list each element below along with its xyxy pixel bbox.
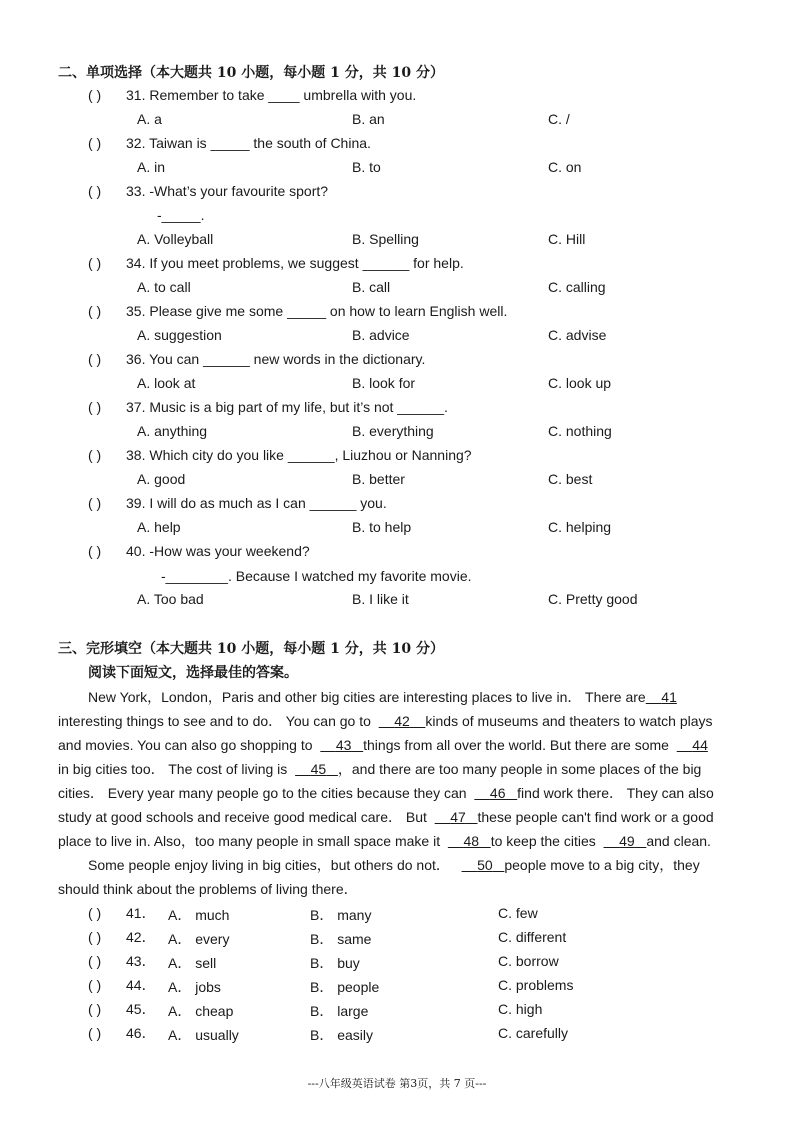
option-a: A． every [168, 931, 230, 947]
option-a: A． jobs [168, 979, 221, 995]
option-c: C. few [498, 905, 538, 921]
question-40-stem: 40. -How was your weekend? [126, 543, 310, 559]
question-46-number: 46． [126, 1025, 156, 1041]
answer-bracket: ( ) [88, 953, 102, 969]
option-a: A． cheap [168, 1003, 234, 1019]
option-a: A. a [137, 111, 162, 127]
passage-line: study at good schools and receive good medical care． But 47 these people can't find work or a good [58, 809, 714, 825]
section-2-title: 二、单项选择（本大题共 10 小题，每小题 1 分，共 10 分） [58, 65, 444, 81]
option-c: C. Pretty good [548, 591, 638, 607]
answer-bracket: ( ) [88, 905, 102, 921]
answer-bracket: ( ) [88, 1025, 102, 1041]
passage-line: should think about the problems of living there． [58, 881, 358, 897]
page-footer: ---八年级英语试卷 第3页，共 7 页--- [307, 1077, 487, 1090]
answer-bracket: ( ) [88, 543, 102, 559]
option-c: C. Hill [548, 231, 586, 247]
option-c: C. / [548, 111, 570, 127]
answer-bracket: ( ) [88, 447, 102, 463]
section-3-instruction: 阅读下面短文，选择最佳的答案。 [88, 665, 298, 681]
option-c: C. best [548, 471, 593, 487]
blank-47: 47 [450, 809, 466, 825]
question-32-stem: 32. Taiwan is _____ the south of China. [126, 135, 371, 151]
question-36-stem: 36. You can ______ new words in the dictionary. [126, 351, 426, 367]
option-a: A. look at [137, 375, 196, 391]
answer-bracket: ( ) [88, 303, 102, 319]
option-b: B． same [310, 931, 372, 947]
question-41-number: 41． [126, 905, 156, 921]
option-c: C. look up [548, 375, 612, 391]
option-c: C. borrow [498, 953, 559, 969]
option-a: A. good [137, 471, 186, 487]
option-c: C. carefully [498, 1025, 569, 1041]
option-b: B. to help [352, 519, 412, 535]
option-b: B. to [352, 159, 381, 175]
blank-49: 49 [619, 833, 635, 849]
option-a: A. anything [137, 423, 208, 439]
answer-bracket: ( ) [88, 87, 102, 103]
answer-bracket: ( ) [88, 183, 102, 199]
option-a: A． usually [168, 1027, 239, 1043]
answer-bracket: ( ) [88, 399, 102, 415]
option-a: A. in [137, 159, 166, 175]
option-a: A. Volleyball [137, 231, 214, 247]
passage-line: New York，London，Paris and other big cities are interesting places to live in． There are 41 [88, 689, 677, 705]
question-33-response: -_____. [157, 207, 205, 223]
option-b: B． large [310, 1003, 369, 1019]
option-b: B. I like it [352, 591, 409, 607]
question-38-stem: 38. Which city do you like ______, Liuzhou or Nanning? [126, 447, 472, 463]
blank-44: 44 [692, 737, 708, 753]
option-a: A. to call [137, 279, 191, 295]
blank-43: 43 [335, 737, 352, 753]
question-35-stem: 35. Please give me some _____ on how to learn English well. [126, 303, 508, 319]
option-a: A. Too bad [137, 591, 204, 607]
option-a: A． sell [168, 955, 217, 971]
answer-bracket: ( ) [88, 977, 102, 993]
question-43-number: 43． [126, 953, 156, 969]
question-37-stem: 37. Music is a big part of my life, but it’s not ______. [126, 399, 448, 415]
option-c: C. problems [498, 977, 574, 993]
answer-bracket: ( ) [88, 255, 102, 271]
option-c: C. different [498, 929, 567, 945]
question-39-stem: 39. I will do as much as I can ______ you. [126, 495, 387, 511]
question-34-stem: 34. If you meet problems, we suggest ______ for help. [126, 255, 464, 271]
passage-line: cities． Every year many people go to the cities because they can 46 find work there． They can also [58, 785, 714, 801]
answer-bracket: ( ) [88, 135, 102, 151]
blank-50: 50 [477, 857, 493, 873]
blank-45: 45 [310, 761, 327, 777]
option-b: B. look for [352, 375, 416, 391]
passage-line: in big cities too． The cost of living is 45 ，and there are too many people in some places of the big [58, 761, 702, 777]
blank-48: 48 [463, 833, 480, 849]
option-b: B. an [352, 111, 385, 127]
question-40-response: -________. Because I watched my favorite movie. [161, 568, 472, 584]
option-c: C. nothing [548, 423, 612, 439]
answer-bracket: ( ) [88, 1001, 102, 1017]
option-b: B. advice [352, 327, 410, 343]
answer-bracket: ( ) [88, 929, 102, 945]
option-a: A. help [137, 519, 181, 535]
option-c: C. on [548, 159, 582, 175]
passage-line: interesting things to see and to do． You can go to 42 kinds of museums and theaters to watch plays [58, 713, 713, 729]
blank-46: 46 [489, 785, 506, 801]
blank-42: 42 [394, 713, 410, 729]
option-b: B． easily [310, 1027, 374, 1043]
option-b: B． buy [310, 955, 360, 971]
blank-41: 41 [661, 689, 677, 705]
passage-line: Some people enjoy living in big cities，but others do not． 50 people move to a big city，they [88, 857, 700, 873]
option-a: A． much [168, 907, 230, 923]
option-b: B. better [352, 471, 405, 487]
question-45-number: 45． [126, 1001, 156, 1017]
question-42-number: 42． [126, 929, 156, 945]
question-44-number: 44． [126, 977, 156, 993]
passage-line: place to live in. Also，too many people in small space make it 48 to keep the cities 49 and clean. [58, 833, 711, 849]
option-b: B． many [310, 907, 372, 923]
option-c: C. high [498, 1001, 543, 1017]
option-b: B. everything [352, 423, 434, 439]
section-3-title: 三、完形填空（本大题共 10 小题，每小题 1 分，共 10 分） [58, 641, 444, 657]
answer-bracket: ( ) [88, 351, 102, 367]
option-b: B. Spelling [352, 231, 419, 247]
option-b: B． people [310, 979, 380, 995]
option-c: C. helping [548, 519, 612, 535]
option-c: C. calling [548, 279, 606, 295]
option-c: C. advise [548, 327, 607, 343]
option-b: B. call [352, 279, 391, 295]
question-33-stem: 33. -What’s your favourite sport? [126, 183, 329, 199]
option-a: A. suggestion [137, 327, 222, 343]
passage-line: and movies. You can also go shopping to 43 things from all over the world. But there are some 44 [58, 737, 708, 753]
answer-bracket: ( ) [88, 495, 102, 511]
question-31-stem: 31. Remember to take ____ umbrella with you. [126, 87, 417, 103]
